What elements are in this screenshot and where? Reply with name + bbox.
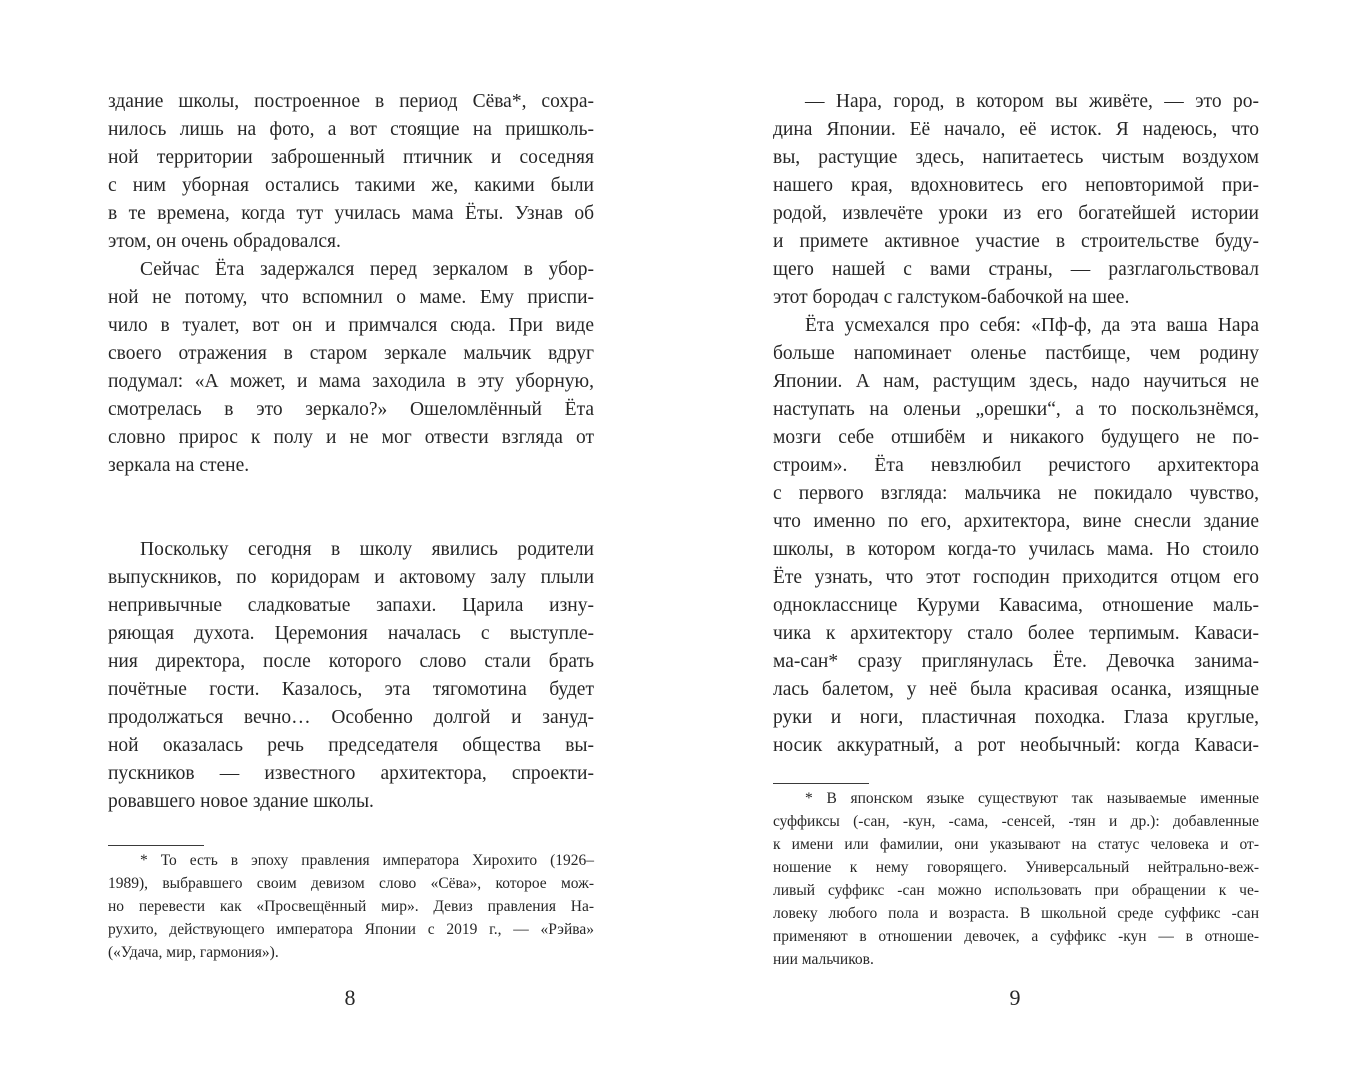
body-line: Японии. А нам, растущим здесь, надо научиться не — [773, 371, 1259, 392]
paragraph-gap — [108, 508, 594, 536]
body-line: вы, растущие здесь, напитаетесь чистым воздухом — [773, 147, 1259, 168]
body-line: пускников — известного архитектора, спроекти- — [108, 763, 594, 784]
right-page — [683, 0, 1366, 1080]
body-line: школы, в котором когда-то училась мама. Но стоило — [773, 539, 1259, 560]
body-line: этом, он очень обрадовался. — [108, 231, 341, 252]
body-line: щего нашей с вами страны, — разглагольствовал — [773, 259, 1259, 280]
body-line: нилось лишь на фото, а вот стоящие на пришколь- — [108, 119, 594, 140]
footnote-rule — [108, 845, 204, 846]
body-line: с ним уборная остались такими же, какими были — [108, 175, 594, 196]
body-line: нашего края, вдохновитесь его неповторимой при- — [773, 175, 1259, 196]
body-line: подумал: «А может, и мама заходила в эту уборную, — [108, 371, 594, 392]
body-line: чика к архитектору стало более терпимым. Каваси- — [773, 623, 1259, 644]
body-line: больше напоминает оленье пастбище, чем родину — [773, 343, 1259, 364]
body-line: строим». Ёта невзлюбил речистого архитектора — [773, 455, 1259, 476]
body-line: Ёта усмехался про себя: «Пф-ф, да эта ваша Нара — [805, 315, 1259, 336]
body-line: своего отражения в старом зеркале мальчик вдруг — [108, 343, 594, 364]
body-line: словно прирос к полу и не мог отвести взгляда от — [108, 427, 594, 448]
body-line: ной оказалась речь председателя общества вы- — [108, 735, 594, 756]
footnote-line: * То есть в эпоху правления императора Хирохито (1926– — [140, 852, 594, 869]
body-line: Ёте узнать, что этот господин приходится отцом его — [773, 567, 1259, 588]
body-line: ной территории заброшенный птичник и соседняя — [108, 147, 594, 168]
body-line: Сейчас Ёта задержался перед зеркалом в убор- — [140, 259, 594, 280]
page-number: 9 — [1009, 985, 1021, 1010]
paragraph-gap — [108, 480, 594, 508]
footnote-line: рухито, действующего императора Японии с 2019 г., — «Рэйва» — [108, 921, 594, 938]
body-line: ной не потому, что вспомнил о маме. Ему приспи- — [108, 287, 594, 308]
body-line: что именно по его, архитектора, вине снесли здание — [773, 511, 1259, 532]
body-line: однокласснице Куруми Кавасима, отношение маль- — [773, 595, 1259, 616]
left-page-footnote — [108, 849, 594, 964]
footnote-line: ливый суффикс -сан можно использовать при обращении к че- — [773, 882, 1259, 899]
body-line: ния директора, после которого слово стали брать — [108, 651, 594, 672]
body-line: носик аккуратный, а рот необычный: когда Каваси- — [773, 735, 1259, 756]
right-page-footnote — [773, 787, 1259, 971]
body-line: чило в туалет, вот он и примчался сюда. При виде — [108, 315, 594, 336]
body-line: руки и ноги, пластичная походка. Глаза круглые, — [773, 707, 1259, 728]
body-line: лась балетом, у неё была красивая осанка, изящные — [773, 679, 1259, 700]
footnote-line: к имени или фамилии, они указывают на статус человека и от- — [773, 836, 1259, 853]
body-line: мозги себе отшибём и никакого будущего не по- — [773, 427, 1259, 448]
footnote-line: суффиксы (-сан, -кун, -сама, -сенсей, -тян и др.): добавленные — [773, 813, 1259, 830]
left-page-body — [108, 88, 594, 816]
body-line: смотрелась в это зеркало?» Ошеломлённый Ёта — [108, 399, 594, 420]
body-line: и примете активное участие в строительстве буду- — [773, 231, 1259, 252]
footnote-line: * В японском языке существуют так называемые именные — [805, 790, 1259, 807]
footnote-line: нии мальчиков. — [773, 951, 874, 968]
body-line: Поскольку сегодня в школу явились родители — [140, 539, 594, 560]
body-line: — Нара, город, в котором вы живёте, — это ро- — [805, 91, 1259, 112]
body-line: в те времена, когда тут училась мама Ёты. Узнав об — [108, 203, 594, 224]
body-line: выпускников, по коридорам и актовому залу плыли — [108, 567, 594, 588]
body-line: этот бородач с галстуком-бабочкой на шее. — [773, 287, 1130, 308]
footnote-line: 1989), выбравшего своим девизом слово «Сёва», которое мож- — [108, 875, 594, 892]
body-line: непривычные сладковатые запахи. Царила изну- — [108, 595, 594, 616]
body-line: ровавшего новое здание школы. — [108, 791, 374, 812]
footnote-line: применяют в отношении девочек, а суффикс -кун — в отноше- — [773, 928, 1259, 945]
body-line: ряющая духота. Церемония началась с выступле- — [108, 623, 594, 644]
body-line: с первого взгляда: мальчика не покидало чувство, — [773, 483, 1259, 504]
body-line: почётные гости. Казалось, эта тягомотина будет — [108, 679, 594, 700]
body-line: продолжаться вечно… Особенно долгой и зануд- — [108, 707, 594, 728]
body-line: ма-сан* сразу приглянулась Ёте. Девочка занима- — [773, 651, 1259, 672]
footnote-line: («Удача, мир, гармония»). — [108, 944, 279, 961]
footnote-rule — [773, 783, 869, 784]
body-line: зеркала на стене. — [108, 455, 250, 476]
right-page-body — [773, 88, 1259, 760]
footnote-line: ношение к нему говорящего. Универсальный нейтрально-веж- — [773, 859, 1259, 876]
body-line: наступать на оленьи „орешки“, а то поскользнёмся, — [773, 399, 1259, 420]
body-line: родой, извлечёте уроки из его богатейшей истории — [773, 203, 1259, 224]
footnote-line: но перевести как «Просвещённый мир». Девиз правления На- — [108, 898, 594, 915]
page-number: 8 — [344, 985, 356, 1010]
footnote-line: ловеку любого пола и возраста. В школьной среде суффикс -сан — [773, 905, 1259, 922]
body-line: здание школы, построенное в период Сёва*, сохра- — [108, 91, 594, 112]
body-line: дина Японии. Её начало, её исток. Я надеюсь, что — [773, 119, 1259, 140]
